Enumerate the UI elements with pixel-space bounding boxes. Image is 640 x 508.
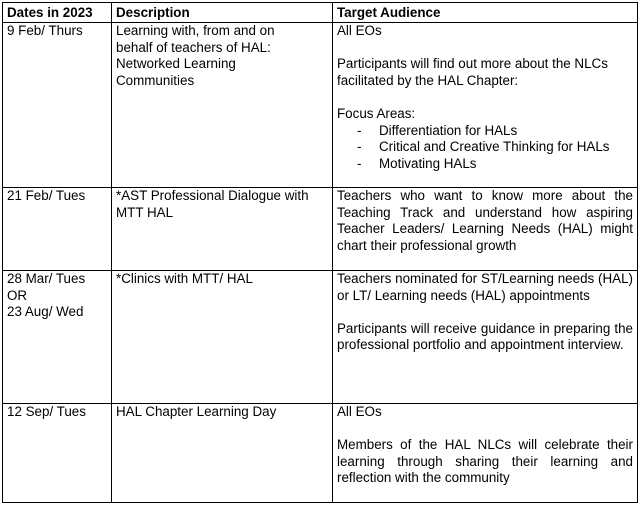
schedule-table — [2, 2, 638, 503]
table-row — [3, 23, 638, 188]
audience-text: All EOs — [337, 23, 382, 38]
audience-cell — [333, 188, 638, 271]
description-text: HAL Chapter Learning Day — [116, 404, 277, 419]
description-cell — [112, 23, 333, 188]
date-text: 9 Feb/ Thurs — [7, 23, 83, 38]
audience-cell — [333, 23, 638, 188]
bullet-dash: - — [357, 122, 362, 138]
list-item — [357, 156, 633, 173]
description-cell — [112, 404, 333, 503]
header-target-audience: Target Audience — [333, 3, 638, 23]
table-row — [3, 188, 638, 271]
focus-item-text: Motivating HALs — [379, 155, 477, 171]
date-text: 23 Aug/ Wed — [7, 304, 84, 320]
focus-item-text: Critical and Creative Thinking for HALs — [379, 139, 610, 155]
audience-text: Teachers nominated for ST/Learning needs (HAL) or LT/ Learning needs (HAL) appointments — [337, 271, 633, 303]
audience-text: Participants will receive guidance in preparing the professional portfolio and appointment interview. — [337, 320, 633, 353]
date-cell — [3, 404, 112, 503]
description-text: *AST Professional Dialogue with — [116, 188, 309, 203]
audience-text: Participants will find out more about the NLCs — [337, 56, 608, 72]
audience-text: Teachers who want to know more about the Teaching Track and understand how aspiring Teacher Leaders/ Learning Needs (HAL) might chart their professional growth — [337, 188, 633, 253]
date-cell — [3, 23, 112, 188]
list-item — [357, 123, 633, 140]
audience-text: All EOs — [337, 404, 382, 419]
date-text: 12 Sep/ Tues — [7, 404, 86, 419]
table-row — [3, 271, 638, 404]
header-description: Description — [112, 3, 333, 23]
description-cell — [112, 188, 333, 271]
focus-item-text: Differentiation for HALs — [379, 122, 518, 138]
date-text: OR — [7, 287, 28, 303]
table-row — [3, 404, 638, 503]
description-text: Communities — [116, 72, 195, 88]
audience-cell — [333, 404, 638, 503]
description-text: *Clinics with MTT/ HAL — [116, 271, 253, 286]
audience-text: Members of the HAL NLCs will celebrate their learning through sharing their learning and reflection with the community — [337, 437, 633, 486]
bullet-dash: - — [357, 155, 362, 171]
description-cell — [112, 271, 333, 404]
date-cell — [3, 271, 112, 404]
description-text: behalf of teachers of HAL: — [116, 39, 271, 55]
date-text: 28 Mar/ Tues — [7, 271, 86, 286]
description-text: Learning with, from and on — [116, 23, 275, 38]
audience-cell — [333, 271, 638, 404]
focus-areas-list — [337, 123, 633, 173]
description-text: Networked Learning — [116, 56, 236, 72]
bullet-dash: - — [357, 139, 362, 155]
focus-areas-label: Focus Areas: — [337, 105, 416, 121]
description-text: MTT HAL — [116, 204, 174, 220]
header-row — [3, 3, 638, 23]
date-cell — [3, 188, 112, 271]
audience-text: facilitated by the HAL Chapter: — [337, 72, 519, 88]
header-dates: Dates in 2023 — [3, 3, 112, 23]
list-item — [357, 139, 633, 156]
date-text: 21 Feb/ Tues — [7, 188, 86, 203]
